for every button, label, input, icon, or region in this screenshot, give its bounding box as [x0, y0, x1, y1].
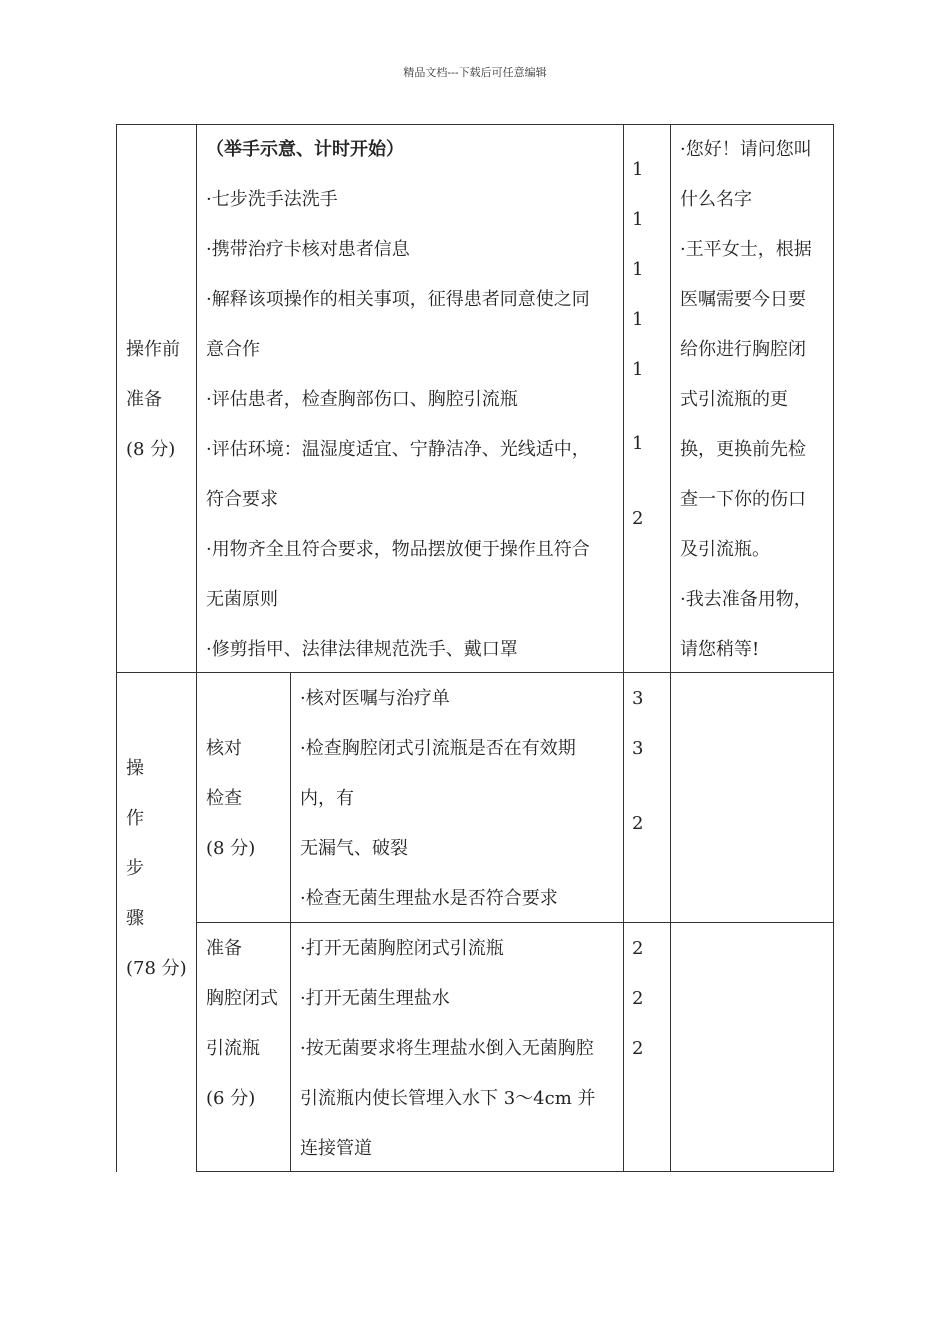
- section1-note: ·王平女士，根据: [680, 239, 812, 260]
- sub2-score: 2: [632, 988, 644, 1009]
- sub2-score: 2: [632, 938, 644, 959]
- sub2-label: 准备: [206, 938, 242, 959]
- section2-label: 骤: [126, 908, 144, 929]
- section1-label: 准备: [126, 389, 162, 410]
- section1-item: ·修剪指甲、法律法律规范洗手、戴口罩: [206, 639, 518, 660]
- sub1-item: ·核对医嘱与治疗单: [300, 688, 450, 709]
- sub1-item: ·检查无菌生理盐水是否符合要求: [300, 888, 558, 909]
- sub1-label: (8 分): [206, 838, 256, 859]
- section1-score: 1: [632, 259, 644, 280]
- col-divider-notes: [670, 124, 671, 1172]
- sub1-item: 无漏气、破裂: [300, 838, 408, 859]
- section1-note: 查一下你的伤口: [680, 489, 806, 510]
- sub2-score: 2: [632, 1038, 644, 1059]
- sub2-item: ·打开无菌胸腔闭式引流瓶: [300, 938, 504, 959]
- page-header: 精品文档---下载后可任意编辑: [403, 66, 547, 79]
- table-border-left: [116, 124, 117, 1172]
- section1-item: 意合作: [206, 339, 260, 360]
- col-divider-label: [196, 124, 197, 1172]
- section1-item: ·用物齐全且符合要求，物品摆放便于操作且符合: [206, 539, 590, 560]
- section1-note: ·我去准备用物，: [680, 589, 812, 610]
- section1-note: 请您稍等!: [680, 639, 760, 660]
- sub2-item: 连接管道: [300, 1138, 372, 1159]
- section2-label: (78 分): [126, 958, 187, 979]
- table-border-bottom: [196, 1171, 834, 1172]
- sub1-score: 3: [632, 688, 644, 709]
- sub1-score: 3: [632, 738, 644, 759]
- section1-item: ·携带治疗卡核对患者信息: [206, 239, 410, 260]
- section1-item: ·评估环境：温湿度适宜、宁静洁净、光线适中，: [206, 439, 590, 460]
- sub2-label: 胸腔闭式: [206, 988, 278, 1009]
- col-divider-sublabel: [290, 672, 291, 1172]
- sub2-item: ·按无菌要求将生理盐水倒入无菌胸腔: [300, 1038, 594, 1059]
- section2-label: 作: [126, 808, 144, 829]
- section1-note: 式引流瓶的更: [680, 389, 788, 410]
- table-border-top: [116, 124, 834, 125]
- section1-item: 符合要求: [206, 489, 278, 510]
- section1-score: 1: [632, 159, 644, 180]
- section1-note: 给你进行胸腔闭: [680, 339, 806, 360]
- col-divider-score: [623, 124, 624, 1172]
- section1-score: 1: [632, 209, 644, 230]
- section1-score: 1: [632, 433, 644, 454]
- sub1-label: 检查: [206, 788, 242, 809]
- sub2-label: 引流瓶: [206, 1038, 260, 1059]
- sub2-item: 引流瓶内使长管埋入水下 3～4cm 并: [300, 1088, 596, 1109]
- section1-label: 操作前: [126, 339, 180, 360]
- section1-note: ·您好！请问您叫: [680, 139, 812, 160]
- section1-item: ·评估患者，检查胸部伤口、胸腔引流瓶: [206, 389, 518, 410]
- section1-score: 2: [632, 508, 644, 529]
- row-divider: [116, 672, 834, 673]
- section1-score: 1: [632, 309, 644, 330]
- sub2-item: ·打开无菌生理盐水: [300, 988, 450, 1009]
- section1-item: ·七步洗手法洗手: [206, 189, 338, 210]
- section1-note: 换，更换前先检: [680, 439, 806, 460]
- sub1-score: 2: [632, 813, 644, 834]
- section1-item: 无菌原则: [206, 589, 278, 610]
- section2-label: 步: [126, 858, 144, 879]
- sub2-label: (6 分): [206, 1088, 256, 1109]
- section1-note: 什么名字: [680, 189, 752, 210]
- section1-note: 医嘱需要今日要: [680, 289, 806, 310]
- section1-item: ·解释该项操作的相关事项，征得患者同意使之同: [206, 289, 590, 310]
- table-border-right: [833, 124, 834, 1172]
- section2-label: 操: [126, 758, 144, 779]
- sub1-label: 核对: [206, 738, 242, 759]
- section1-label: (8 分): [126, 439, 176, 460]
- section1-score: 1: [632, 359, 644, 380]
- subrow-divider: [196, 922, 834, 923]
- sub1-item: ·检查胸腔闭式引流瓶是否在有效期: [300, 738, 576, 759]
- sub1-item: 内，有: [300, 788, 354, 809]
- section1-item: （举手示意、计时开始）: [206, 139, 404, 160]
- section1-note: 及引流瓶。: [680, 539, 770, 560]
